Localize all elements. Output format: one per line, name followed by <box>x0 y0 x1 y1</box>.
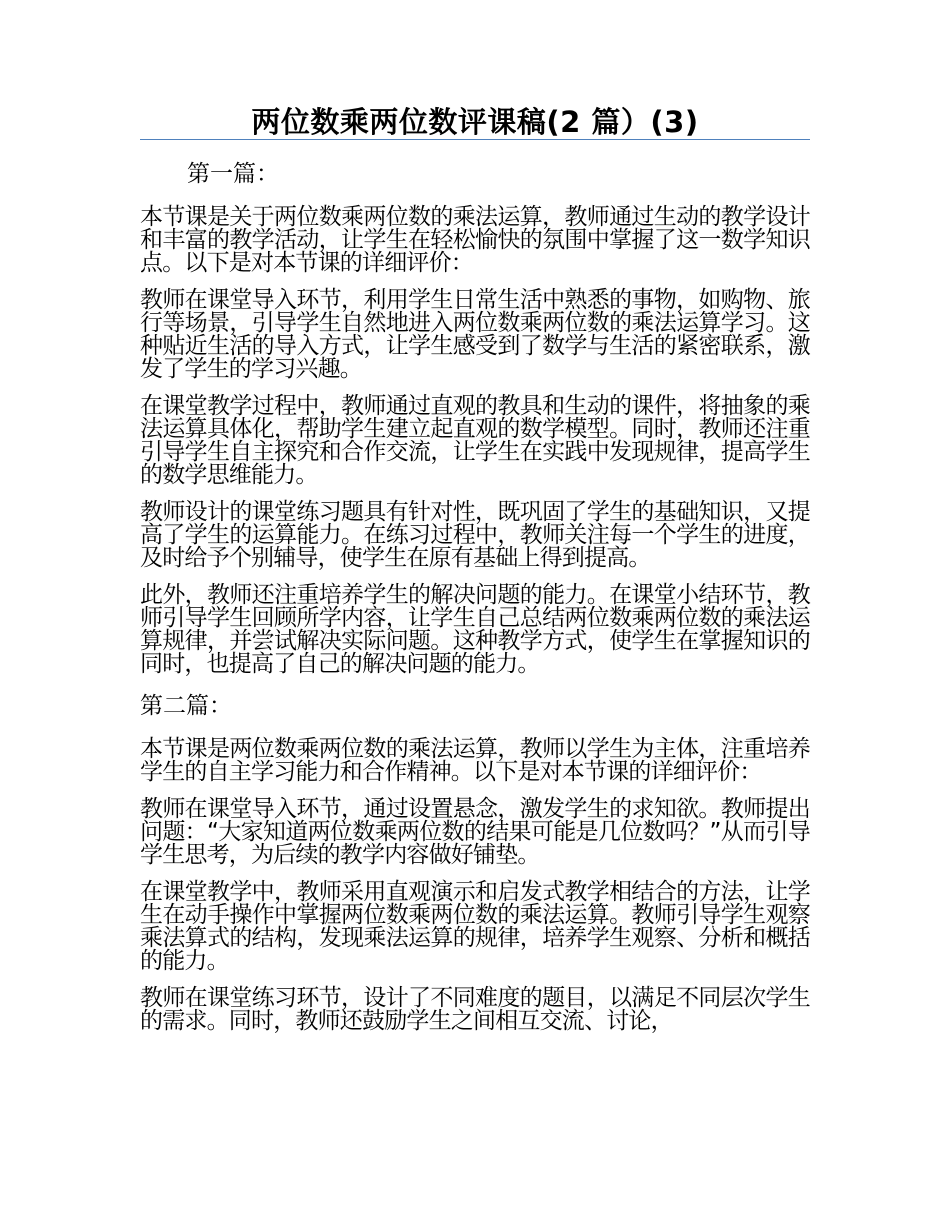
paragraph: 在课堂教学中，教师采用直观演示和启发式教学相结合的方法，让学生在动手操作中掌握两位数乘两位数的乘法运算。教师引导学生观察乘法算式的结构，发现乘法运算的规律，培养学生观察、分析和概括的能力。 <box>140 879 810 974</box>
section-heading-part1: 第一篇： <box>187 161 279 187</box>
paragraph: 教师在课堂导入环节，通过设置悬念，激发学生的求知欲。教师提出问题：“大家知道两位数乘两位数的结果可能是几位数吗？”从而引导学生思考，为后续的教学内容做好铺垫。 <box>140 796 810 868</box>
paragraph: 教师在课堂练习环节，设计了不同难度的题目，以满足不同层次学生的需求。同时，教师还鼓励学生之间相互交流、讨论， <box>140 985 810 1034</box>
paragraph: 在课堂教学过程中，教师通过直观的教具和生动的课件，将抽象的乘法运算具体化，帮助学生建立起直观的数学模型。同时，教师还注重引导学生自主探究和合作交流，让学生在实践中发现规律，提高学生的数学思维能力。 <box>140 393 810 488</box>
document-title: 两位数乘两位数评课稿(2 篇）(3) <box>251 105 699 139</box>
title-underline <box>140 139 810 140</box>
paragraph: 本节课是关于两位数乘两位数的乘法运算，教师通过生动的教学设计和丰富的教学活动，让学生在轻松愉快的氛围中掌握了这一数学知识点。以下是对本节课的详细评价： <box>140 204 810 276</box>
paragraph: 教师设计的课堂练习题具有针对性，既巩固了学生的基础知识，又提高了学生的运算能力。在练习过程中，教师关注每一个学生的进度，及时给予个别辅导，使学生在原有基础上得到提高。 <box>140 499 810 571</box>
document-body <box>140 158 810 1047</box>
paragraph: 本节课是两位数乘两位数的乘法运算，教师以学生为主体，注重培养学生的自主学习能力和合作精神。以下是对本节课的详细评价： <box>140 736 810 785</box>
section-heading-part2: 第二篇： <box>140 693 232 719</box>
paragraph: 教师在课堂导入环节，利用学生日常生活中熟悉的事物，如购物、旅行等场景，引导学生自然地进入两位数乘两位数的乘法运算学习。这种贴近生活的导入方式，让学生感受到了数学与生活的紧密联系，激发了学生的学习兴趣。 <box>140 287 810 382</box>
paragraph: 此外，教师还注重培养学生的解决问题的能力。在课堂小结环节，教师引导学生回顾所学内容，让学生自己总结两位数乘两位数的乘法运算规律，并尝试解决实际问题。这种教学方式，使学生在掌握知识的同时，也提高了自己的解决问题的能力。 <box>140 582 810 677</box>
